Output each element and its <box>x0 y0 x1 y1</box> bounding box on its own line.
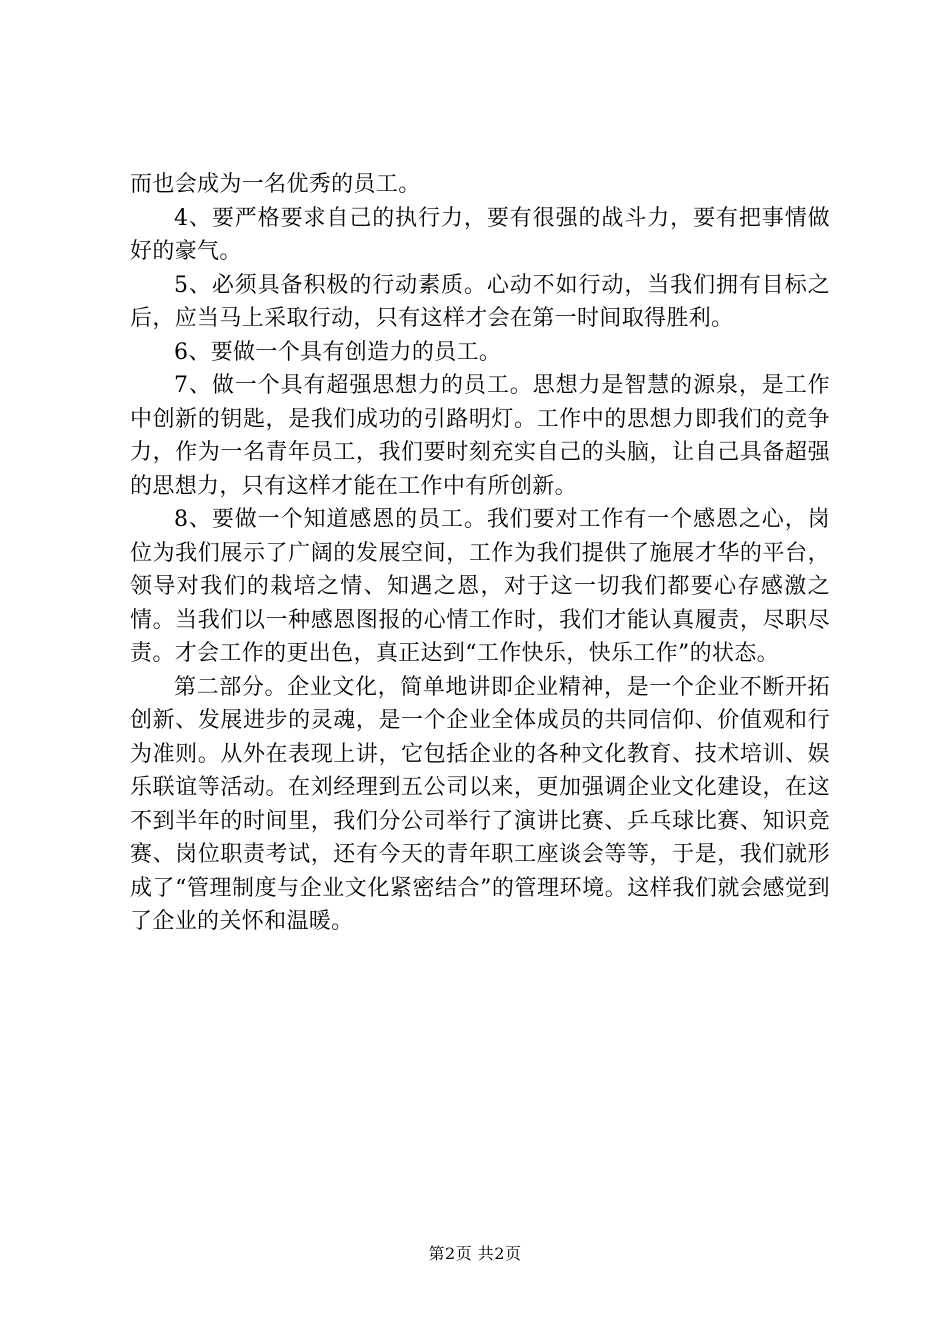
paragraph-item-8: 8、要做一个知道感恩的员工。我们要对工作有一个感恩之心，岗位为我们展示了广阔的发展空间，工作为我们提供了施展才华的平台，领导对我们的栽培之情、知遇之恩，对于这一切我们都要心存感激之情。当我们以一种感恩图报的心情工作时，我们才能认真履责，尽职尽责。才会工作的更出色，真正达到“工作快乐，快乐工作”的状态。 <box>130 507 830 666</box>
paragraph-item-7: 7、做一个具有超强思想力的员工。思想力是智慧的源泉，是工作中创新的钥匙，是我们成功的引路明灯。工作中的思想力即我们的竞争力，作为一名青年员工，我们要时刻充实自己的头脑，让自己具备超强的思想力，只有这样才能在工作中有所创新。 <box>130 373 830 499</box>
paragraph-continuation: 而也会成为一名优秀的员工。 <box>130 172 421 197</box>
document-body <box>130 168 830 939</box>
paragraph-item-5: 5、必须具备积极的行动素质。心动不如行动，当我们拥有目标之后，应当马上采取行动，只有这样才会在第一时间取得胜利。 <box>130 272 830 331</box>
page-number-footer: 第2页 共2页 <box>428 1244 522 1263</box>
paragraph-part-two: 第二部分。企业文化，简单地讲即企业精神，是一个企业不断开拓创新、发展进步的灵魂，是一个企业全体成员的共同信仰、价值观和行为准则。从外在表现上讲，它包括企业的各种文化教育、技术培训、娱乐联谊等活动。在刘经理到五公司以来，更加强调企业文化建设，在这不到半年的时间里，我们分公司举行了演讲比赛、乒乓球比赛、知识竞赛、岗位职责考试，还有今天的青年职工座谈会等等，于是，我们就形成了“管理制度与企业文化紧密结合”的管理环境。这样我们就会感觉到了企业的关怀和温暖。 <box>130 674 830 934</box>
paragraph-item-6: 6、要做一个具有创造力的员工。 <box>174 339 502 365</box>
paragraph-item-4: 4、要严格要求自己的执行力，要有很强的战斗力，要有把事情做好的豪气。 <box>130 205 830 264</box>
